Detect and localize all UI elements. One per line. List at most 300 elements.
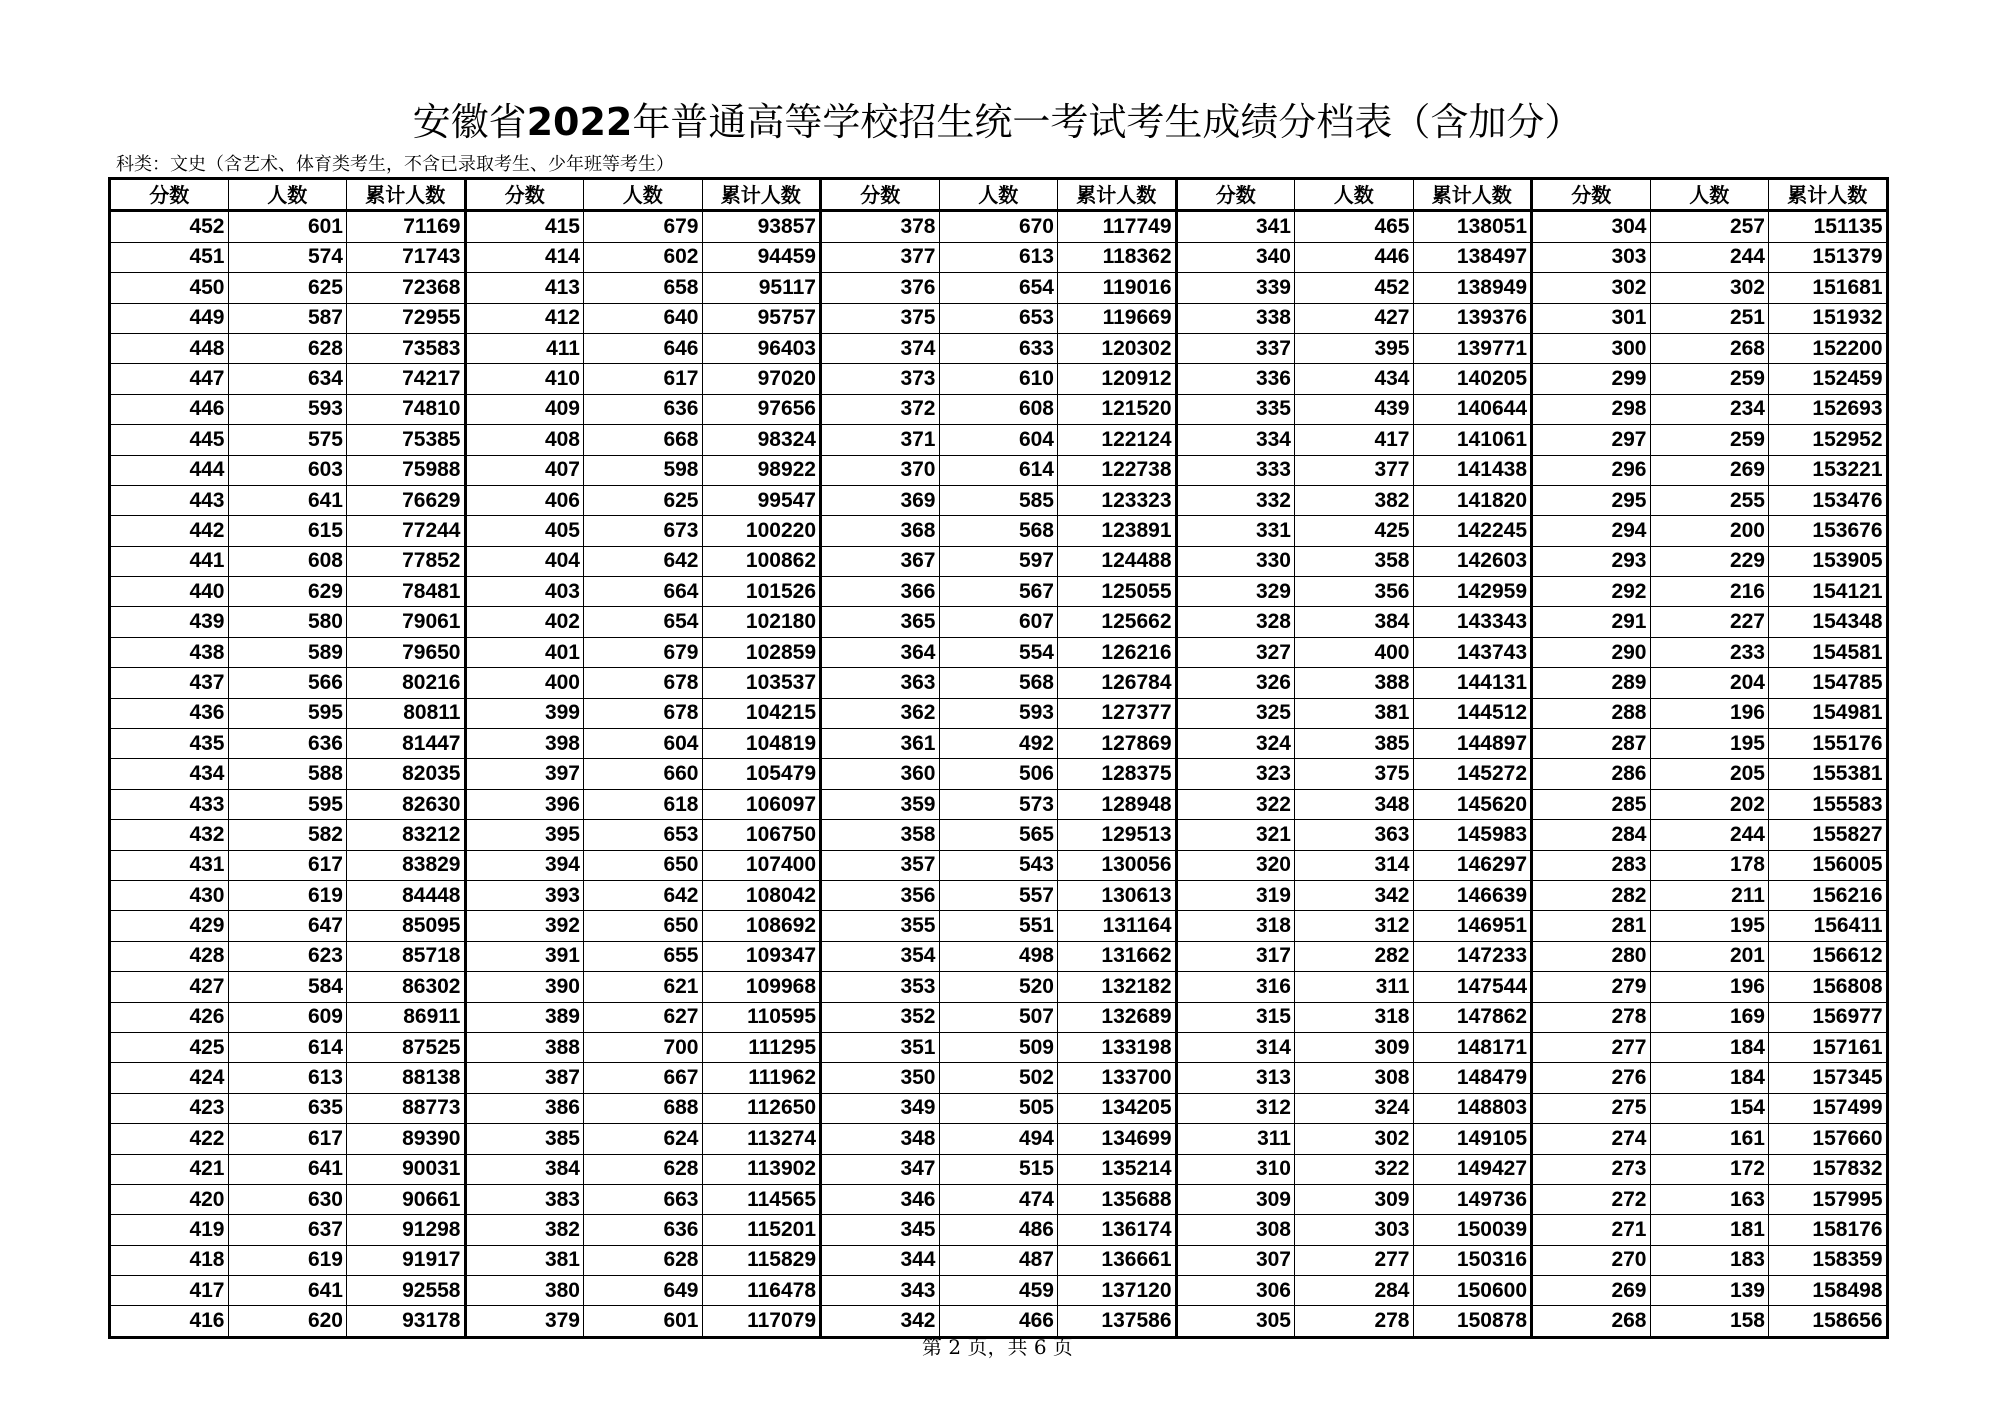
cumulative-count-cell: 148479 <box>1413 1063 1532 1093</box>
subject-category-note: 科类：文史（含艺术、体育类考生，不含已录取考生、少年班等考生） <box>116 154 674 175</box>
cumulative-count-cell: 126784 <box>1058 668 1177 698</box>
cumulative-count-cell: 85718 <box>347 941 466 971</box>
count-cell: 388 <box>1295 668 1414 698</box>
score-cell: 281 <box>1532 911 1651 941</box>
cumulative-count-cell: 153676 <box>1769 516 1888 546</box>
count-cell: 641 <box>228 1154 347 1184</box>
count-cell: 609 <box>228 1002 347 1032</box>
title-year: 2022 <box>526 100 633 144</box>
header-count-group-5: 人数 <box>1650 179 1769 211</box>
cumulative-count-cell: 73583 <box>347 333 466 363</box>
count-cell: 309 <box>1295 1184 1414 1214</box>
table-header-row <box>110 179 1888 211</box>
score-cell: 323 <box>1176 759 1295 789</box>
cumulative-count-cell: 113902 <box>702 1154 821 1184</box>
cumulative-count-cell: 154348 <box>1769 607 1888 637</box>
score-cell: 373 <box>821 364 940 394</box>
score-cell: 345 <box>821 1215 940 1245</box>
cumulative-count-cell: 133700 <box>1058 1063 1177 1093</box>
cumulative-count-cell: 135688 <box>1058 1184 1177 1214</box>
cumulative-count-cell: 151135 <box>1769 211 1888 242</box>
cumulative-count-cell: 98922 <box>702 455 821 485</box>
score-cell: 423 <box>110 1093 229 1123</box>
score-cell: 302 <box>1532 273 1651 303</box>
header-count-group-4: 人数 <box>1295 179 1414 211</box>
cumulative-count-cell: 147233 <box>1413 941 1532 971</box>
count-cell: 342 <box>1295 880 1414 910</box>
count-cell: 613 <box>939 242 1058 272</box>
count-cell: 630 <box>228 1184 347 1214</box>
table-row <box>110 546 1888 576</box>
header-score-group-3: 分数 <box>821 179 940 211</box>
cumulative-count-cell: 142245 <box>1413 516 1532 546</box>
score-distribution-table <box>108 177 1889 1339</box>
score-cell: 313 <box>1176 1063 1295 1093</box>
score-cell: 409 <box>465 394 584 424</box>
count-cell: 400 <box>1295 637 1414 667</box>
cumulative-count-cell: 131662 <box>1058 941 1177 971</box>
cumulative-count-cell: 95757 <box>702 303 821 333</box>
count-cell: 617 <box>228 1124 347 1154</box>
cumulative-count-cell: 71169 <box>347 211 466 242</box>
cumulative-count-cell: 158359 <box>1769 1245 1888 1275</box>
cumulative-count-cell: 141061 <box>1413 425 1532 455</box>
score-cell: 340 <box>1176 242 1295 272</box>
cumulative-count-cell: 139771 <box>1413 333 1532 363</box>
score-cell: 284 <box>1532 820 1651 850</box>
count-cell: 629 <box>228 577 347 607</box>
table-body <box>110 211 1888 1337</box>
cumulative-count-cell: 140644 <box>1413 394 1532 424</box>
count-cell: 640 <box>584 303 703 333</box>
score-cell: 424 <box>110 1063 229 1093</box>
count-cell: 634 <box>228 364 347 394</box>
table-row <box>110 1215 1888 1245</box>
table-row <box>110 1124 1888 1154</box>
count-cell: 434 <box>1295 364 1414 394</box>
page-title <box>0 96 1995 148</box>
count-cell: 641 <box>228 1276 347 1306</box>
score-cell: 406 <box>465 485 584 515</box>
score-cell: 403 <box>465 577 584 607</box>
cumulative-count-cell: 92558 <box>347 1276 466 1306</box>
count-cell: 608 <box>228 546 347 576</box>
cumulative-count-cell: 96403 <box>702 333 821 363</box>
cumulative-count-cell: 132182 <box>1058 972 1177 1002</box>
score-cell: 353 <box>821 972 940 1002</box>
score-cell: 415 <box>465 211 584 242</box>
score-cell: 425 <box>110 1032 229 1062</box>
cumulative-count-cell: 104819 <box>702 729 821 759</box>
cumulative-count-cell: 109347 <box>702 941 821 971</box>
cumulative-count-cell: 128948 <box>1058 789 1177 819</box>
score-cell: 354 <box>821 941 940 971</box>
score-cell: 420 <box>110 1184 229 1214</box>
cumulative-count-cell: 122738 <box>1058 455 1177 485</box>
score-cell: 308 <box>1176 1215 1295 1245</box>
cumulative-count-cell: 99547 <box>702 485 821 515</box>
score-cell: 288 <box>1532 698 1651 728</box>
score-cell: 306 <box>1176 1276 1295 1306</box>
count-cell: 647 <box>228 911 347 941</box>
cumulative-count-cell: 140205 <box>1413 364 1532 394</box>
count-cell: 620 <box>228 1306 347 1337</box>
table-row <box>110 759 1888 789</box>
cumulative-count-cell: 125662 <box>1058 607 1177 637</box>
score-cell: 450 <box>110 273 229 303</box>
cumulative-count-cell: 157995 <box>1769 1184 1888 1214</box>
score-cell: 394 <box>465 850 584 880</box>
cumulative-count-cell: 90031 <box>347 1154 466 1184</box>
cumulative-count-cell: 129513 <box>1058 820 1177 850</box>
count-cell: 595 <box>228 789 347 819</box>
count-cell: 348 <box>1295 789 1414 819</box>
cumulative-count-cell: 79650 <box>347 637 466 667</box>
count-cell: 670 <box>939 211 1058 242</box>
cumulative-count-cell: 113274 <box>702 1124 821 1154</box>
count-cell: 637 <box>228 1215 347 1245</box>
cumulative-count-cell: 153905 <box>1769 546 1888 576</box>
count-cell: 700 <box>584 1032 703 1062</box>
cumulative-count-cell: 147544 <box>1413 972 1532 1002</box>
cumulative-count-cell: 78481 <box>347 577 466 607</box>
count-cell: 654 <box>584 607 703 637</box>
score-cell: 351 <box>821 1032 940 1062</box>
score-cell: 431 <box>110 850 229 880</box>
score-cell: 331 <box>1176 516 1295 546</box>
count-cell: 543 <box>939 850 1058 880</box>
cumulative-count-cell: 155381 <box>1769 759 1888 789</box>
cumulative-count-cell: 95117 <box>702 273 821 303</box>
count-cell: 308 <box>1295 1063 1414 1093</box>
score-cell: 294 <box>1532 516 1651 546</box>
score-cell: 304 <box>1532 211 1651 242</box>
score-cell: 344 <box>821 1245 940 1275</box>
cumulative-count-cell: 119669 <box>1058 303 1177 333</box>
count-cell: 255 <box>1650 485 1769 515</box>
count-cell: 663 <box>584 1184 703 1214</box>
cumulative-count-cell: 158656 <box>1769 1306 1888 1337</box>
table-row <box>110 607 1888 637</box>
count-cell: 312 <box>1295 911 1414 941</box>
count-cell: 636 <box>584 1215 703 1245</box>
score-cell: 271 <box>1532 1215 1651 1245</box>
score-cell: 442 <box>110 516 229 546</box>
count-cell: 623 <box>228 941 347 971</box>
count-cell: 251 <box>1650 303 1769 333</box>
cumulative-count-cell: 155827 <box>1769 820 1888 850</box>
count-cell: 196 <box>1650 698 1769 728</box>
count-cell: 507 <box>939 1002 1058 1032</box>
count-cell: 282 <box>1295 941 1414 971</box>
table-row <box>110 577 1888 607</box>
cumulative-count-cell: 132689 <box>1058 1002 1177 1032</box>
cumulative-count-cell: 153476 <box>1769 485 1888 515</box>
score-cell: 347 <box>821 1154 940 1184</box>
score-cell: 342 <box>821 1306 940 1337</box>
count-cell: 417 <box>1295 425 1414 455</box>
cumulative-count-cell: 79061 <box>347 607 466 637</box>
count-cell: 679 <box>584 211 703 242</box>
cumulative-count-cell: 152459 <box>1769 364 1888 394</box>
cumulative-count-cell: 112650 <box>702 1093 821 1123</box>
cumulative-count-cell: 87525 <box>347 1032 466 1062</box>
cumulative-count-cell: 74217 <box>347 364 466 394</box>
score-cell: 325 <box>1176 698 1295 728</box>
score-cell: 337 <box>1176 333 1295 363</box>
score-cell: 336 <box>1176 364 1295 394</box>
count-cell: 587 <box>228 303 347 333</box>
cumulative-count-cell: 150316 <box>1413 1245 1532 1275</box>
score-cell: 312 <box>1176 1093 1295 1123</box>
cumulative-count-cell: 72955 <box>347 303 466 333</box>
count-cell: 382 <box>1295 485 1414 515</box>
cumulative-count-cell: 83829 <box>347 850 466 880</box>
score-cell: 333 <box>1176 455 1295 485</box>
score-cell: 357 <box>821 850 940 880</box>
cumulative-count-cell: 142603 <box>1413 546 1532 576</box>
cumulative-count-cell: 157499 <box>1769 1093 1888 1123</box>
count-cell: 604 <box>584 729 703 759</box>
count-cell: 664 <box>584 577 703 607</box>
cumulative-count-cell: 152952 <box>1769 425 1888 455</box>
count-cell: 565 <box>939 820 1058 850</box>
cumulative-count-cell: 110595 <box>702 1002 821 1032</box>
cumulative-count-cell: 108692 <box>702 911 821 941</box>
score-cell: 433 <box>110 789 229 819</box>
score-cell: 285 <box>1532 789 1651 819</box>
header-score-group-4: 分数 <box>1176 179 1295 211</box>
score-cell: 434 <box>110 759 229 789</box>
count-cell: 268 <box>1650 333 1769 363</box>
count-cell: 618 <box>584 789 703 819</box>
cumulative-count-cell: 127377 <box>1058 698 1177 728</box>
count-cell: 474 <box>939 1184 1058 1214</box>
count-cell: 650 <box>584 850 703 880</box>
count-cell: 636 <box>228 729 347 759</box>
count-cell: 633 <box>939 333 1058 363</box>
table-row <box>110 394 1888 424</box>
score-cell: 405 <box>465 516 584 546</box>
table-row <box>110 911 1888 941</box>
count-cell: 520 <box>939 972 1058 1002</box>
table-row <box>110 1154 1888 1184</box>
cumulative-count-cell: 131164 <box>1058 911 1177 941</box>
cumulative-count-cell: 100862 <box>702 546 821 576</box>
count-cell: 169 <box>1650 1002 1769 1032</box>
score-cell: 362 <box>821 698 940 728</box>
score-cell: 417 <box>110 1276 229 1306</box>
score-cell: 322 <box>1176 789 1295 819</box>
count-cell: 509 <box>939 1032 1058 1062</box>
count-cell: 650 <box>584 911 703 941</box>
score-cell: 399 <box>465 698 584 728</box>
score-cell: 407 <box>465 455 584 485</box>
count-cell: 678 <box>584 698 703 728</box>
score-cell: 411 <box>465 333 584 363</box>
count-cell: 667 <box>584 1063 703 1093</box>
cumulative-count-cell: 86302 <box>347 972 466 1002</box>
cumulative-count-cell: 152693 <box>1769 394 1888 424</box>
count-cell: 617 <box>584 364 703 394</box>
score-cell: 290 <box>1532 637 1651 667</box>
cumulative-count-cell: 155583 <box>1769 789 1888 819</box>
cumulative-count-cell: 107400 <box>702 850 821 880</box>
score-cell: 307 <box>1176 1245 1295 1275</box>
page-number-footer: 第 2 页，共 6 页 <box>922 1335 1073 1359</box>
cumulative-count-cell: 84448 <box>347 880 466 910</box>
cumulative-count-cell: 130613 <box>1058 880 1177 910</box>
count-cell: 184 <box>1650 1032 1769 1062</box>
cumulative-count-cell: 156005 <box>1769 850 1888 880</box>
count-cell: 244 <box>1650 820 1769 850</box>
table-row <box>110 941 1888 971</box>
cumulative-count-cell: 128375 <box>1058 759 1177 789</box>
count-cell: 585 <box>939 485 1058 515</box>
score-cell: 295 <box>1532 485 1651 515</box>
count-cell: 595 <box>228 698 347 728</box>
count-cell: 654 <box>939 273 1058 303</box>
cumulative-count-cell: 145272 <box>1413 759 1532 789</box>
cumulative-count-cell: 85095 <box>347 911 466 941</box>
count-cell: 551 <box>939 911 1058 941</box>
cumulative-count-cell: 117749 <box>1058 211 1177 242</box>
cumulative-count-cell: 125055 <box>1058 577 1177 607</box>
table-row <box>110 333 1888 363</box>
score-cell: 305 <box>1176 1306 1295 1337</box>
score-cell: 445 <box>110 425 229 455</box>
cumulative-count-cell: 91298 <box>347 1215 466 1245</box>
count-cell: 277 <box>1295 1245 1414 1275</box>
score-cell: 404 <box>465 546 584 576</box>
cumulative-count-cell: 106750 <box>702 820 821 850</box>
count-cell: 655 <box>584 941 703 971</box>
score-cell: 384 <box>465 1154 584 1184</box>
cumulative-count-cell: 91917 <box>347 1245 466 1275</box>
count-cell: 614 <box>228 1032 347 1062</box>
count-cell: 502 <box>939 1063 1058 1093</box>
cumulative-count-cell: 74810 <box>347 394 466 424</box>
score-cell: 443 <box>110 485 229 515</box>
count-cell: 259 <box>1650 425 1769 455</box>
count-cell: 139 <box>1650 1276 1769 1306</box>
score-cell: 299 <box>1532 364 1651 394</box>
cumulative-count-cell: 143743 <box>1413 637 1532 667</box>
cumulative-count-cell: 80216 <box>347 668 466 698</box>
score-cell: 352 <box>821 1002 940 1032</box>
score-cell: 408 <box>465 425 584 455</box>
cumulative-count-cell: 147862 <box>1413 1002 1532 1032</box>
score-cell: 365 <box>821 607 940 637</box>
score-cell: 419 <box>110 1215 229 1245</box>
table-row <box>110 455 1888 485</box>
count-cell: 244 <box>1650 242 1769 272</box>
score-cell: 412 <box>465 303 584 333</box>
score-cell: 359 <box>821 789 940 819</box>
cumulative-count-cell: 127869 <box>1058 729 1177 759</box>
count-cell: 642 <box>584 546 703 576</box>
table-row <box>110 1063 1888 1093</box>
score-cell: 292 <box>1532 577 1651 607</box>
count-cell: 322 <box>1295 1154 1414 1184</box>
count-cell: 202 <box>1650 789 1769 819</box>
score-cell: 396 <box>465 789 584 819</box>
count-cell: 568 <box>939 668 1058 698</box>
cumulative-count-cell: 75988 <box>347 455 466 485</box>
cumulative-count-cell: 118362 <box>1058 242 1177 272</box>
cumulative-count-cell: 108042 <box>702 880 821 910</box>
cumulative-count-cell: 154581 <box>1769 637 1888 667</box>
score-cell: 361 <box>821 729 940 759</box>
score-cell: 289 <box>1532 668 1651 698</box>
cumulative-count-cell: 157161 <box>1769 1032 1888 1062</box>
score-cell: 316 <box>1176 972 1295 1002</box>
score-cell: 293 <box>1532 546 1651 576</box>
count-cell: 642 <box>584 880 703 910</box>
count-cell: 628 <box>228 333 347 363</box>
cumulative-count-cell: 77852 <box>347 546 466 576</box>
count-cell: 658 <box>584 273 703 303</box>
cumulative-count-cell: 76629 <box>347 485 466 515</box>
cumulative-count-cell: 154785 <box>1769 668 1888 698</box>
count-cell: 601 <box>584 1306 703 1337</box>
table-row <box>110 273 1888 303</box>
score-cell: 332 <box>1176 485 1295 515</box>
score-cell: 413 <box>465 273 584 303</box>
cumulative-count-cell: 146297 <box>1413 850 1532 880</box>
count-cell: 568 <box>939 516 1058 546</box>
score-cell: 378 <box>821 211 940 242</box>
count-cell: 627 <box>584 1002 703 1032</box>
cumulative-count-cell: 143343 <box>1413 607 1532 637</box>
score-cell: 355 <box>821 911 940 941</box>
cumulative-count-cell: 141820 <box>1413 485 1532 515</box>
header-count-group-1: 人数 <box>228 179 347 211</box>
count-cell: 608 <box>939 394 1058 424</box>
cumulative-count-cell: 156411 <box>1769 911 1888 941</box>
count-cell: 196 <box>1650 972 1769 1002</box>
score-cell: 338 <box>1176 303 1295 333</box>
score-cell: 382 <box>465 1215 584 1245</box>
score-cell: 452 <box>110 211 229 242</box>
cumulative-count-cell: 98324 <box>702 425 821 455</box>
cumulative-count-cell: 116478 <box>702 1276 821 1306</box>
count-cell: 161 <box>1650 1124 1769 1154</box>
score-cell: 377 <box>821 242 940 272</box>
count-cell: 584 <box>228 972 347 1002</box>
count-cell: 184 <box>1650 1063 1769 1093</box>
header-cumulative-count-group-5: 累计人数 <box>1769 179 1888 211</box>
cumulative-count-cell: 123323 <box>1058 485 1177 515</box>
count-cell: 278 <box>1295 1306 1414 1337</box>
cumulative-count-cell: 93178 <box>347 1306 466 1337</box>
cumulative-count-cell: 111295 <box>702 1032 821 1062</box>
cumulative-count-cell: 102180 <box>702 607 821 637</box>
score-cell: 272 <box>1532 1184 1651 1214</box>
count-cell: 427 <box>1295 303 1414 333</box>
score-cell: 315 <box>1176 1002 1295 1032</box>
count-cell: 506 <box>939 759 1058 789</box>
count-cell: 302 <box>1295 1124 1414 1154</box>
cumulative-count-cell: 93857 <box>702 211 821 242</box>
count-cell: 492 <box>939 729 1058 759</box>
score-cell: 386 <box>465 1093 584 1123</box>
score-cell: 287 <box>1532 729 1651 759</box>
cumulative-count-cell: 146951 <box>1413 911 1532 941</box>
score-cell: 349 <box>821 1093 940 1123</box>
score-cell: 280 <box>1532 941 1651 971</box>
score-cell: 446 <box>110 394 229 424</box>
